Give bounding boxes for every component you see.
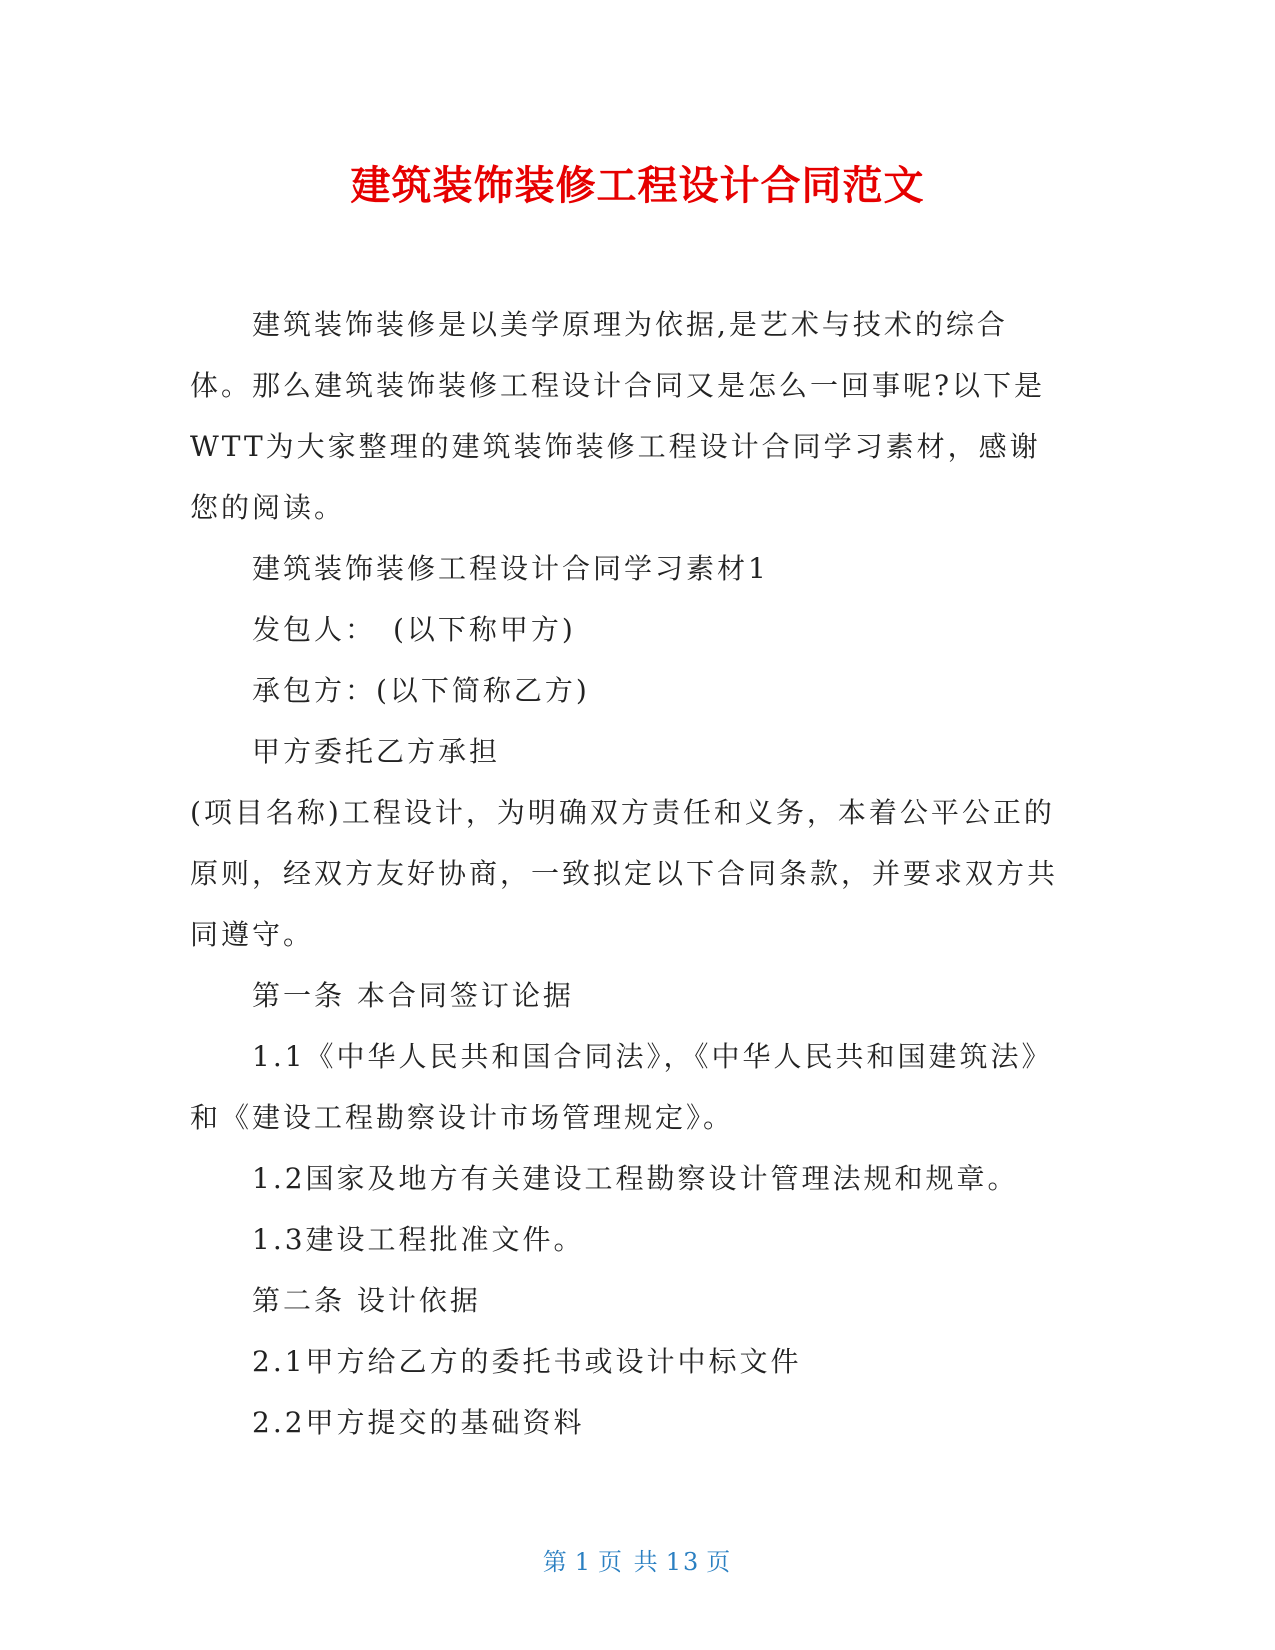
- paragraph: 承包方：(以下简称乙方): [252, 674, 590, 707]
- paragraph: 建筑装饰装修是以美学原理为依据,是艺术与技术的综合体。那么建筑装饰装修工程设计合同又是怎么一回事呢?以下是WTT为大家整理的建筑装饰装修工程设计合同学习素材，感谢您的阅读。: [190, 308, 1046, 524]
- paragraph: 发包人： (以下称甲方): [252, 613, 576, 646]
- footer-current-page: 1: [574, 1548, 593, 1576]
- paragraph: 1.2国家及地方有关建设工程勘察设计管理法规和规章。: [252, 1162, 1019, 1195]
- section-heading: 第二条 设计依据: [252, 1284, 481, 1317]
- page-footer: [0, 1546, 1275, 1578]
- document-title: 建筑装饰装修工程设计合同范文: [350, 163, 925, 209]
- footer-suffix: 页: [706, 1548, 733, 1576]
- section-heading: 第一条 本合同签订论据: [252, 979, 574, 1012]
- paragraph: 建筑装饰装修工程设计合同学习素材1: [252, 552, 769, 585]
- document-body: [190, 294, 1066, 1453]
- paragraph: 1.1《中华人民共和国合同法》，《中华人民共和国建筑法》和《建设工程勘察设计市场管理规定》。: [190, 1040, 1053, 1134]
- paragraph: 甲方委托乙方承担: [252, 735, 501, 768]
- footer-total-pages: 13: [665, 1548, 701, 1576]
- paragraph: 2.1甲方给乙方的委托书或设计中标文件: [252, 1345, 802, 1378]
- footer-middle: 页 共: [598, 1548, 660, 1576]
- paragraph: (项目名称)工程设计，为明确双方责任和义务，本着公平公正的原则，经双方友好协商，一致拟定以下合同条款，并要求双方共同遵守。: [190, 796, 1059, 951]
- paragraph: 2.2甲方提交的基础资料: [252, 1406, 585, 1439]
- paragraph: 1.3建设工程批准文件。: [252, 1223, 585, 1256]
- footer-prefix: 第: [542, 1548, 569, 1576]
